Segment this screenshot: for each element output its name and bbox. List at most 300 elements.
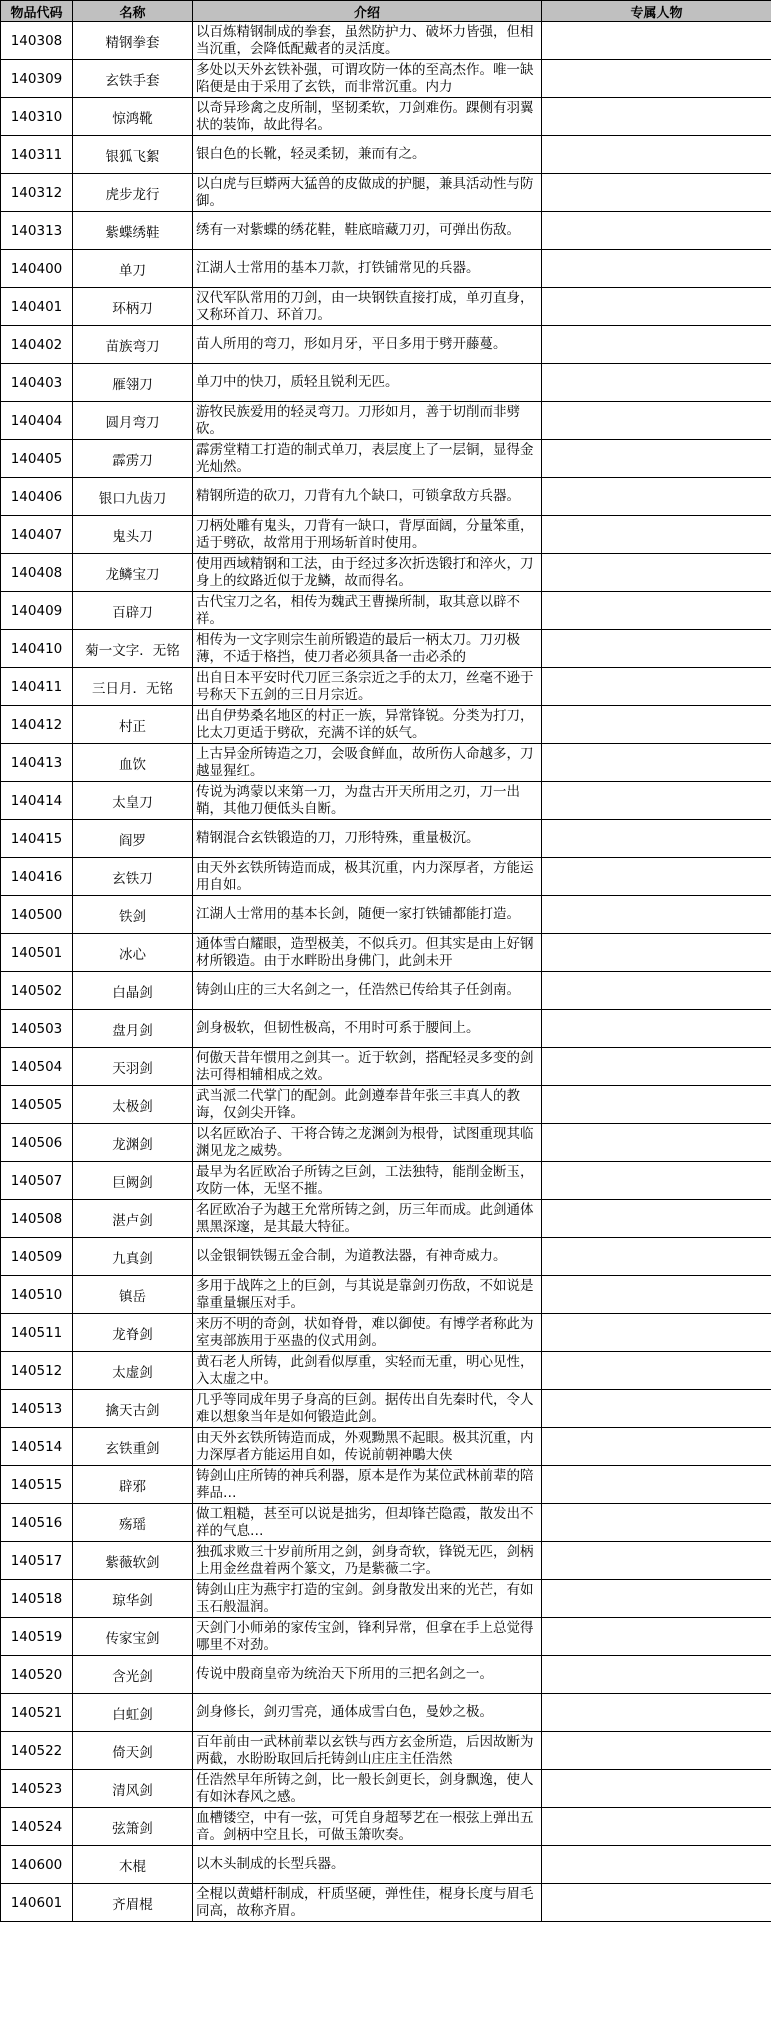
item-desc-text: 传说为鸿蒙以来第一刀，为盘古开天所用之刃，刀一出鞘，其他刀便低头自断。 [196, 783, 520, 817]
table-row [1, 972, 771, 1010]
item-desc-text: 银白色的长靴，轻灵柔韧，兼而有之。 [196, 146, 426, 162]
item-name-cell: 鬼头刀 [73, 516, 193, 554]
item-desc-text: 名匠欧冶子为越王允常所铸之剑，历三年而成。此剑通体黑黑深邃，是其最大特征。 [196, 1201, 534, 1235]
item-person-cell [542, 22, 771, 60]
table-row [1, 326, 771, 364]
item-desc-text: 绣有一对紫蝶的绣花鞋，鞋底暗藏刀刃，可弹出伤敌。 [196, 222, 520, 238]
item-desc-cell [193, 1238, 542, 1276]
item-desc-cell [193, 706, 542, 744]
item-name-cell: 倚天剑 [73, 1732, 193, 1770]
table-row [1, 934, 771, 972]
table-row [1, 1048, 771, 1086]
item-desc-text: 剑身极软，但韧性极高，不用时可系于腰间上。 [196, 1020, 480, 1036]
item-desc-text: 几乎等同成年男子身高的巨剑。据传出自先秦时代，令人难以想象当年是如何锻造此剑。 [196, 1391, 534, 1425]
table-row [1, 706, 771, 744]
item-code-cell: 140512 [1, 1352, 73, 1390]
item-person-cell [542, 592, 771, 630]
table-row [1, 440, 771, 478]
item-code-cell: 140510 [1, 1276, 73, 1314]
item-desc-cell [193, 668, 542, 706]
item-person-cell [542, 1086, 771, 1124]
table-row [1, 896, 771, 934]
item-desc-text: 汉代军队常用的刀剑，由一块钢铁直接打成，单刃直身，又称环首刀、环首刀。 [196, 289, 534, 323]
table-row [1, 1010, 771, 1048]
item-code-cell: 140503 [1, 1010, 73, 1048]
table-body [1, 22, 771, 1922]
item-desc-text: 出自伊势桑名地区的村正一族，异常锋锐。分类为打刀，比太刀更适于劈砍，充满不详的妖气。 [196, 707, 534, 741]
table-row [1, 1846, 771, 1884]
item-person-cell [542, 326, 771, 364]
item-person-cell [542, 98, 771, 136]
item-name-cell: 齐眉棍 [73, 1884, 193, 1922]
table-row [1, 1086, 771, 1124]
item-desc-cell [193, 554, 542, 592]
item-name-cell: 霹雳刀 [73, 440, 193, 478]
item-desc-text: 相传为一文字则宗生前所锻造的最后一柄太刀。刀刃极薄，不适于格挡，使刀者必须具备一击必杀的 [196, 631, 520, 665]
item-desc-text: 由天外玄铁所铸造而成，极其沉重，内力深厚者，方能运用自如。 [196, 859, 534, 893]
item-desc-text: 多用于战阵之上的巨剑，与其说是靠剑刃伤敌，不如说是靠重量辗压对手。 [196, 1277, 534, 1311]
item-code-cell: 140601 [1, 1884, 73, 1922]
item-person-cell [542, 1238, 771, 1276]
table-row [1, 1732, 771, 1770]
table-row [1, 1466, 771, 1504]
item-desc-text: 江湖人士常用的基本长剑，随便一家打铁铺都能打造。 [196, 906, 520, 922]
item-name-cell: 含光剑 [73, 1656, 193, 1694]
item-code-cell: 140509 [1, 1238, 73, 1276]
item-person-cell [542, 1580, 771, 1618]
item-person-cell [542, 1276, 771, 1314]
item-code-cell: 140515 [1, 1466, 73, 1504]
item-person-cell [542, 1048, 771, 1086]
item-name-cell: 龙鳞宝刀 [73, 554, 193, 592]
item-code-cell: 140409 [1, 592, 73, 630]
table-row [1, 136, 771, 174]
table-row [1, 1580, 771, 1618]
item-code-cell: 140413 [1, 744, 73, 782]
item-desc-cell [193, 1732, 542, 1770]
item-person-cell [542, 1694, 771, 1732]
item-person-cell [542, 136, 771, 174]
item-desc-cell [193, 364, 542, 402]
item-person-cell [542, 1732, 771, 1770]
item-code-cell: 140410 [1, 630, 73, 668]
item-code-cell: 140404 [1, 402, 73, 440]
item-desc-text: 刀柄处雕有鬼头，刀背有一缺口，背厚面阔，分量笨重，适于劈砍，故常用于刑场斩首时使用。 [196, 517, 534, 551]
item-person-cell [542, 630, 771, 668]
item-desc-text: 任浩然早年所铸之剑，比一般长剑更长，剑身飘逸，使人有如沐春风之感。 [196, 1771, 534, 1805]
item-code-cell: 140517 [1, 1542, 73, 1580]
item-name-cell: 琼华剑 [73, 1580, 193, 1618]
table-row [1, 364, 771, 402]
item-desc-text: 霹雳堂精工打造的制式单刀，表层度上了一层铜，显得金光灿然。 [196, 441, 534, 475]
item-person-cell [542, 1618, 771, 1656]
item-person-cell [542, 972, 771, 1010]
item-code-cell: 140310 [1, 98, 73, 136]
item-name-cell: 银口九齿刀 [73, 478, 193, 516]
item-name-cell: 镇岳 [73, 1276, 193, 1314]
item-code-cell: 140311 [1, 136, 73, 174]
table-row [1, 98, 771, 136]
table-row [1, 1428, 771, 1466]
header-row [1, 1, 771, 22]
item-code-cell: 140516 [1, 1504, 73, 1542]
item-person-cell [542, 1884, 771, 1922]
item-code-cell: 140523 [1, 1770, 73, 1808]
item-desc-text: 江湖人士常用的基本刀款，打铁铺常见的兵器。 [196, 260, 480, 276]
item-desc-cell [193, 516, 542, 554]
item-person-cell [542, 1770, 771, 1808]
item-person-cell [542, 478, 771, 516]
item-person-cell [542, 1314, 771, 1352]
item-code-cell: 140406 [1, 478, 73, 516]
item-person-cell [542, 212, 771, 250]
item-code-cell: 140414 [1, 782, 73, 820]
item-person-cell [542, 782, 771, 820]
table-row [1, 1276, 771, 1314]
item-code-cell: 140411 [1, 668, 73, 706]
item-code-cell: 140519 [1, 1618, 73, 1656]
item-desc-text: 以白虎与巨蟒两大猛兽的皮做成的护腿，兼具活动性与防御。 [196, 175, 534, 209]
item-person-cell [542, 1542, 771, 1580]
item-desc-cell [193, 744, 542, 782]
item-desc-cell [193, 212, 542, 250]
item-code-cell: 140416 [1, 858, 73, 896]
item-name-cell: 玄铁刀 [73, 858, 193, 896]
item-desc-text: 血槽镂空，中有一弦，可凭自身超琴艺在一根弦上弹出五音。剑柄中空且长，可做玉箫吹奏。 [196, 1809, 534, 1843]
item-desc-cell [193, 440, 542, 478]
item-name-cell: 三日月．无铭 [73, 668, 193, 706]
table-row [1, 1238, 771, 1276]
item-code-cell: 140412 [1, 706, 73, 744]
item-name-cell: 太皇刀 [73, 782, 193, 820]
item-person-cell [542, 288, 771, 326]
item-code-cell: 140313 [1, 212, 73, 250]
item-person-cell [542, 934, 771, 972]
table-row [1, 1124, 771, 1162]
item-desc-text: 武当派二代掌门的配剑。此剑遵奉昔年张三丰真人的教诲，仅剑尖开锋。 [196, 1087, 520, 1121]
item-desc-text: 精钢混合玄铁锻造的刀，刀形特殊，重量极沉。 [196, 830, 480, 846]
table-row [1, 1694, 771, 1732]
item-desc-cell [193, 98, 542, 136]
item-desc-cell [193, 1846, 542, 1884]
item-name-cell: 木棍 [73, 1846, 193, 1884]
item-code-cell: 140401 [1, 288, 73, 326]
item-code-cell: 140514 [1, 1428, 73, 1466]
item-code-cell: 140400 [1, 250, 73, 288]
table-row [1, 1390, 771, 1428]
item-name-cell: 擒天古剑 [73, 1390, 193, 1428]
table-row [1, 1618, 771, 1656]
item-desc-text: 由天外玄铁所铸造而成，外观黝黑不起眼。极其沉重，内力深厚者方能运用自如，传说前朝神鵰大侠 [196, 1429, 534, 1463]
header-code: 物品代码 [1, 1, 73, 22]
item-name-cell: 冰心 [73, 934, 193, 972]
item-code-cell: 140600 [1, 1846, 73, 1884]
item-code-cell: 140507 [1, 1162, 73, 1200]
item-person-cell [542, 1010, 771, 1048]
item-name-cell: 龙渊剑 [73, 1124, 193, 1162]
item-code-cell: 140506 [1, 1124, 73, 1162]
item-desc-text: 通体雪白耀眼，造型极美，不似兵刃。但其实是由上好钢材所锻造。由于水畔盼出身佛门，此剑未开 [196, 935, 534, 969]
item-name-cell: 环柄刀 [73, 288, 193, 326]
item-desc-text: 古代宝刀之名，相传为魏武王曹操所制，取其意以辟不祥。 [196, 593, 520, 627]
item-name-cell: 传家宝剑 [73, 1618, 193, 1656]
item-name-cell: 白晶剑 [73, 972, 193, 1010]
item-name-cell: 太虚剑 [73, 1352, 193, 1390]
item-code-cell: 140501 [1, 934, 73, 972]
item-desc-text: 来历不明的奇剑，状如脊骨，难以御使。有博学者称此为室夷部族用于巫蛊的仪式用剑。 [196, 1315, 534, 1349]
table-row [1, 1542, 771, 1580]
item-desc-text: 精钢所造的砍刀，刀背有九个缺口，可锁拿敌方兵器。 [196, 488, 520, 504]
item-code-cell: 140403 [1, 364, 73, 402]
table-row [1, 516, 771, 554]
item-person-cell [542, 1352, 771, 1390]
item-desc-cell [193, 1086, 542, 1124]
item-desc-cell [193, 1162, 542, 1200]
item-desc-text: 何傲天昔年惯用之剑其一。近于软剑，搭配轻灵多变的剑法可得相辅相成之效。 [196, 1049, 534, 1083]
item-code-cell: 140312 [1, 174, 73, 212]
item-desc-cell [193, 782, 542, 820]
table-row [1, 1808, 771, 1846]
item-desc-cell [193, 630, 542, 668]
table-row [1, 402, 771, 440]
header-person: 专属人物 [542, 1, 771, 22]
item-desc-text: 传说中殷商皇帝为统治天下所用的三把名剑之一。 [196, 1666, 493, 1682]
item-code-cell: 140524 [1, 1808, 73, 1846]
item-name-cell: 单刀 [73, 250, 193, 288]
item-desc-text: 铸剑山庄所铸的神兵利器，原本是作为某位武林前辈的陪葬品… [196, 1467, 534, 1501]
item-desc-text: 使用西域精钢和工法，由于经过多次折迭锻打和淬火，刀身上的纹路近似于龙鳞，故而得名。 [196, 555, 534, 589]
table-row [1, 858, 771, 896]
item-desc-cell [193, 858, 542, 896]
item-desc-text: 铸剑山庄为燕宇打造的宝剑。剑身散发出来的光芒，有如玉石般温润。 [196, 1581, 534, 1615]
table-row [1, 1162, 771, 1200]
item-name-cell: 太极剑 [73, 1086, 193, 1124]
item-code-cell: 140308 [1, 22, 73, 60]
item-desc-cell [193, 972, 542, 1010]
item-person-cell [542, 1656, 771, 1694]
item-desc-cell [193, 174, 542, 212]
item-person-cell [542, 1846, 771, 1884]
item-name-cell: 百辟刀 [73, 592, 193, 630]
item-desc-text: 铸剑山庄的三大名剑之一，任浩然已传给其子任剑南。 [196, 982, 520, 998]
item-desc-text: 百年前由一武林前辈以玄铁与西方玄金所造，后因故断为两截，水盼盼取回后托铸剑山庄庄主任浩然 [196, 1733, 534, 1767]
item-person-cell [542, 668, 771, 706]
header-desc: 介绍 [193, 1, 542, 22]
item-person-cell [542, 250, 771, 288]
item-desc-cell [193, 1770, 542, 1808]
table-row [1, 174, 771, 212]
item-name-cell: 村正 [73, 706, 193, 744]
item-person-cell [542, 1428, 771, 1466]
item-name-cell: 圆月弯刀 [73, 402, 193, 440]
item-desc-cell [193, 1390, 542, 1428]
item-person-cell [542, 1466, 771, 1504]
item-code-cell: 140513 [1, 1390, 73, 1428]
item-desc-cell [193, 1124, 542, 1162]
item-code-cell: 140520 [1, 1656, 73, 1694]
item-code-cell: 140407 [1, 516, 73, 554]
item-person-cell [542, 554, 771, 592]
item-desc-cell [193, 1618, 542, 1656]
item-name-cell: 白虹剑 [73, 1694, 193, 1732]
item-desc-cell [193, 22, 542, 60]
table-row [1, 782, 771, 820]
item-person-cell [542, 1504, 771, 1542]
item-desc-cell [193, 136, 542, 174]
item-name-cell: 辟邪 [73, 1466, 193, 1504]
item-desc-text: 以名匠欧冶子、干将合铸之龙渊剑为根骨，试图重现其临渊见龙之威势。 [196, 1125, 534, 1159]
table-row [1, 22, 771, 60]
item-code-cell: 140405 [1, 440, 73, 478]
item-desc-cell [193, 402, 542, 440]
table-row [1, 288, 771, 326]
header-name: 名称 [73, 1, 193, 22]
item-desc-cell [193, 1352, 542, 1390]
item-desc-text: 独孤求败三十岁前所用之剑，剑身奇软，锋锐无匹，剑柄上用金丝盘着两个篆文，乃是紫薇二字。 [196, 1543, 534, 1577]
table-row [1, 1504, 771, 1542]
item-name-cell: 天羽剑 [73, 1048, 193, 1086]
item-desc-text: 最早为名匠欧冶子所铸之巨剑，工法独特，能削金断玉，攻防一体，无坚不摧。 [196, 1163, 534, 1197]
item-desc-cell [193, 896, 542, 934]
item-person-cell [542, 1124, 771, 1162]
item-name-cell: 阎罗 [73, 820, 193, 858]
item-desc-cell [193, 1656, 542, 1694]
item-name-cell: 巨阙剑 [73, 1162, 193, 1200]
item-desc-text: 做工粗糙，甚至可以说是拙劣，但却锋芒隐霞，散发出不祥的气息… [196, 1505, 534, 1539]
item-person-cell [542, 706, 771, 744]
item-name-cell: 盘月剑 [73, 1010, 193, 1048]
item-code-cell: 140502 [1, 972, 73, 1010]
table-row [1, 630, 771, 668]
table-row [1, 1770, 771, 1808]
item-desc-cell [193, 288, 542, 326]
table-row [1, 1656, 771, 1694]
item-name-cell: 铁剑 [73, 896, 193, 934]
item-desc-cell [193, 250, 542, 288]
item-code-cell: 140518 [1, 1580, 73, 1618]
item-desc-cell [193, 1428, 542, 1466]
item-person-cell [542, 402, 771, 440]
table-row [1, 820, 771, 858]
item-desc-cell [193, 478, 542, 516]
item-code-cell: 140522 [1, 1732, 73, 1770]
table-row [1, 60, 771, 98]
item-desc-cell [193, 1276, 542, 1314]
table-row [1, 212, 771, 250]
item-desc-text: 多处以天外玄铁补强，可谓攻防一体的至高杰作。唯一缺陷便是由于采用了玄铁，而非常沉重。内力 [196, 61, 534, 95]
table-row [1, 668, 771, 706]
item-code-cell: 140508 [1, 1200, 73, 1238]
item-name-cell: 雁翎刀 [73, 364, 193, 402]
item-name-cell: 龙脊剑 [73, 1314, 193, 1352]
item-name-cell: 清风剑 [73, 1770, 193, 1808]
item-code-cell: 140504 [1, 1048, 73, 1086]
item-desc-text: 以金银铜铁锡五金合制，为道教法器，有神奇威力。 [196, 1248, 507, 1264]
item-person-cell [542, 896, 771, 934]
item-desc-cell [193, 1504, 542, 1542]
item-code-cell: 140309 [1, 60, 73, 98]
table-row [1, 1884, 771, 1922]
item-desc-cell [193, 1048, 542, 1086]
item-name-cell: 弦箫剑 [73, 1808, 193, 1846]
item-code-cell: 140505 [1, 1086, 73, 1124]
item-code-cell: 140408 [1, 554, 73, 592]
item-person-cell [542, 440, 771, 478]
item-person-cell [542, 820, 771, 858]
item-person-cell [542, 1200, 771, 1238]
item-desc-cell [193, 934, 542, 972]
item-person-cell [542, 744, 771, 782]
item-name-cell: 紫蝶绣鞋 [73, 212, 193, 250]
table-row [1, 1200, 771, 1238]
table-row [1, 478, 771, 516]
item-name-cell: 虎步龙行 [73, 174, 193, 212]
item-desc-text: 剑身修长，剑刃雪亮，通体成雪白色，曼妙之极。 [196, 1704, 493, 1720]
table-row [1, 1314, 771, 1352]
item-name-cell: 精钢拳套 [73, 22, 193, 60]
item-desc-text: 上古异金所铸造之刀，会吸食鲜血，故所伤人命越多，刀越显猩红。 [196, 745, 534, 779]
item-desc-cell [193, 1808, 542, 1846]
item-desc-text: 出自日本平安时代刀匠三条宗近之手的太刀，丝毫不逊于号称天下五剑的三日月宗近。 [196, 669, 534, 703]
item-person-cell [542, 60, 771, 98]
item-desc-cell [193, 60, 542, 98]
item-code-cell: 140500 [1, 896, 73, 934]
item-name-cell: 九真剑 [73, 1238, 193, 1276]
item-person-cell [542, 174, 771, 212]
table-row [1, 250, 771, 288]
item-person-cell [542, 858, 771, 896]
item-desc-cell [193, 1010, 542, 1048]
item-code-cell: 140415 [1, 820, 73, 858]
item-desc-text: 以奇异珍禽之皮所制，坚韧柔软，刀剑难伤。踝侧有羽翼状的装饰，故此得名。 [196, 99, 534, 133]
item-person-cell [542, 364, 771, 402]
item-person-cell [542, 516, 771, 554]
item-desc-text: 以百炼精钢制成的拳套，虽然防护力、破坏力皆强，但相当沉重，会降低配戴者的灵活度。 [196, 23, 534, 57]
item-desc-text: 苗人所用的弯刀，形如月牙，平日多用于劈开藤蔓。 [196, 336, 507, 352]
item-desc-cell [193, 326, 542, 364]
item-name-cell: 紫薇软剑 [73, 1542, 193, 1580]
item-desc-cell [193, 820, 542, 858]
item-name-cell: 银狐飞絮 [73, 136, 193, 174]
item-desc-cell [193, 1694, 542, 1732]
item-name-cell: 玄铁重剑 [73, 1428, 193, 1466]
item-desc-cell [193, 1542, 542, 1580]
item-desc-cell [193, 592, 542, 630]
item-desc-text: 全棍以黄蜡杆制成，杆质坚硬，弹性佳，棍身长度与眉毛同高，故称齐眉。 [196, 1885, 534, 1919]
item-name-cell: 惊鸿靴 [73, 98, 193, 136]
table-row [1, 1352, 771, 1390]
item-name-cell: 殇瑶 [73, 1504, 193, 1542]
item-name-cell: 玄铁手套 [73, 60, 193, 98]
item-person-cell [542, 1390, 771, 1428]
item-desc-cell [193, 1580, 542, 1618]
item-desc-cell [193, 1466, 542, 1504]
item-name-cell: 苗族弯刀 [73, 326, 193, 364]
item-name-cell: 菊一文字．无铭 [73, 630, 193, 668]
item-desc-cell [193, 1884, 542, 1922]
table-row [1, 592, 771, 630]
item-code-cell: 140402 [1, 326, 73, 364]
table-row [1, 554, 771, 592]
item-name-cell: 湛卢剑 [73, 1200, 193, 1238]
item-desc-text: 游牧民族爱用的轻灵弯刀。刀形如月，善于切削而非劈砍。 [196, 403, 520, 437]
item-code-cell: 140521 [1, 1694, 73, 1732]
table-row [1, 744, 771, 782]
item-desc-text: 单刀中的快刀，质轻且锐利无匹。 [196, 374, 399, 390]
item-desc-text: 黄石老人所铸，此剑看似厚重，实轻而无重，明心见性，入太虚之中。 [196, 1353, 534, 1387]
item-desc-text: 天剑门小师弟的家传宝剑，锋利异常，但拿在手上总觉得哪里不对劲。 [196, 1619, 534, 1653]
item-desc-cell [193, 1200, 542, 1238]
